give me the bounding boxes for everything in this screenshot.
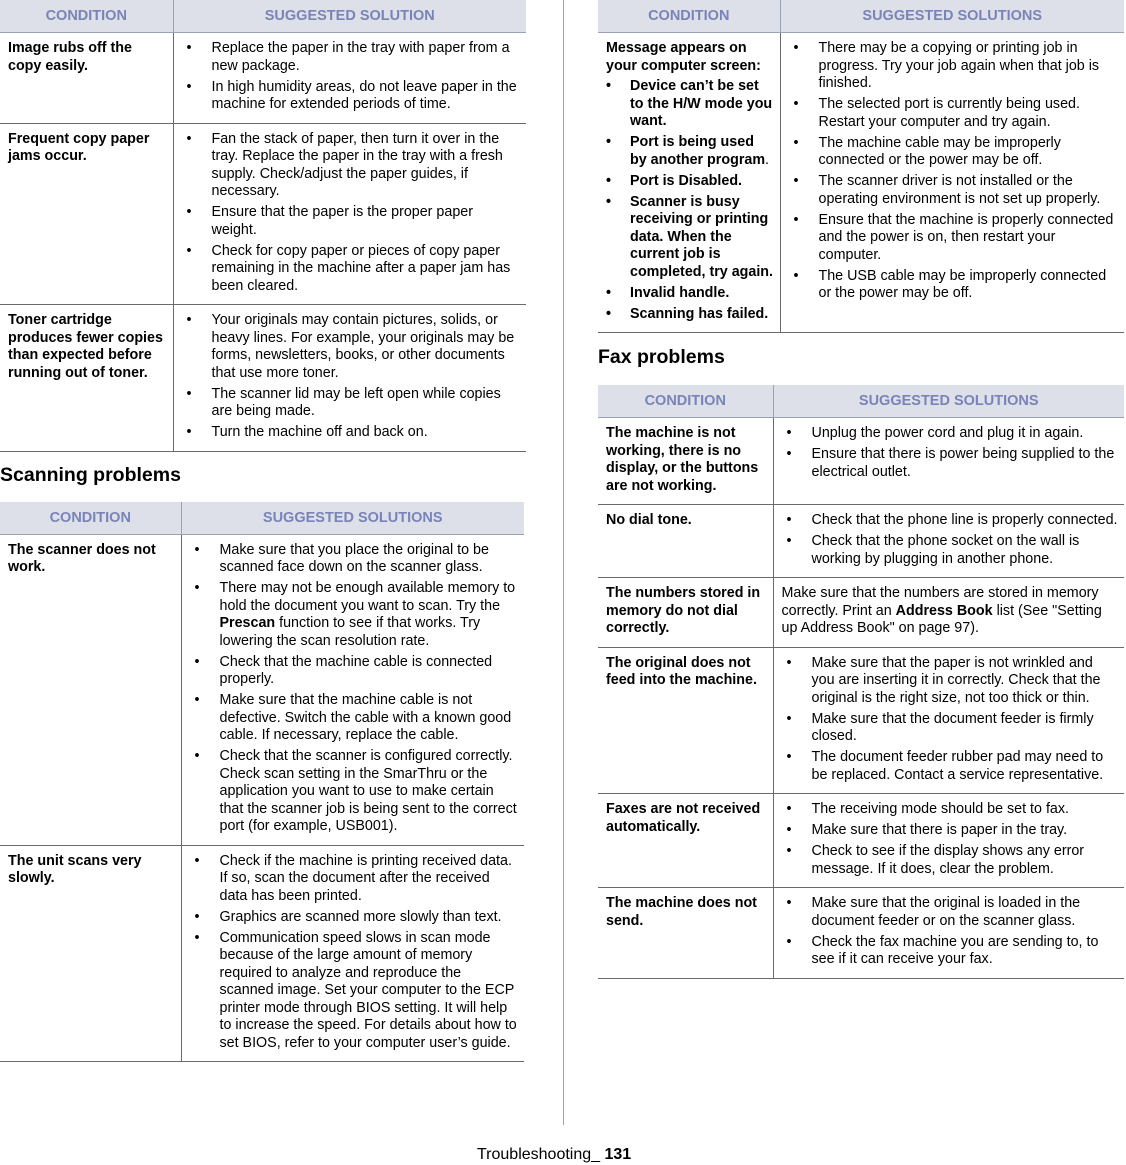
solution-item: • Ensure that the paper is the proper paper weight. (182, 204, 521, 239)
solution-item: • Check to see if the display shows any error message. If it does, clear the problem. (782, 843, 1119, 878)
solution-cell (773, 418, 1124, 505)
solution-item: • The receiving mode should be set to fax. (782, 801, 1119, 819)
solution-cell (773, 888, 1124, 979)
solution-item: • Communication speed slows in scan mode because of the large amount of memory required to analyze and reproduce the scanned image. Set your computer to the ECP printer mode through BIOS setting. It will help to increase the speed. For details about how to set BIOS, refer to your computer user’s guide. (190, 930, 519, 1053)
fax-problems-table (598, 385, 1124, 979)
solution-item: • Make sure that the document feeder is firmly closed. (782, 711, 1119, 746)
prescan-term: Prescan (219, 615, 276, 631)
solution-cell (773, 794, 1124, 888)
header-solution: SUGGESTED SOLUTIONS (780, 0, 1124, 33)
left-column (0, 0, 526, 1062)
page-number: 131 (604, 1146, 632, 1163)
table-header (598, 0, 1124, 33)
table-row (0, 33, 526, 124)
condition-cell: The machine does not send. (598, 888, 773, 979)
table-header (598, 385, 1124, 418)
scanner-message-table (598, 0, 1124, 333)
solution-item: • Check if the machine is printing received data. If so, scan the document after the received data has been printed. (190, 853, 519, 906)
header-condition: CONDITION (0, 502, 181, 535)
solution-item: • Check the fax machine you are sending to, to see if it can receive your fax. (782, 934, 1119, 969)
message-item (606, 134, 774, 169)
condition-cell: Toner cartridge produces fewer copies than expected before running out of toner. (0, 305, 173, 452)
solution-item (190, 580, 519, 650)
solution-item: • The USB cable may be improperly connected or the power may be off. (789, 268, 1119, 303)
solution-item: • Check that the phone socket on the wall is working by plugging in another phone. (782, 533, 1119, 568)
condition-cell: The scanner does not work. (0, 534, 181, 845)
solution-cell (773, 647, 1124, 794)
message-item: • Scanner is busy receiving or printing data. When the current job is completed, try again. (606, 194, 774, 282)
solution-cell (773, 505, 1124, 578)
table-row (598, 647, 1124, 794)
solution-item: • Make sure that you place the original to be scanned face down on the scanner glass. (190, 542, 519, 577)
solution-item: • Make sure that the machine cable is not defective. Switch the cable with a known good cable. If necessary, replace the cable. (190, 692, 519, 745)
condition-cell: The numbers stored in memory do not dial correctly. (598, 578, 773, 648)
header-solution: SUGGESTED SOLUTIONS (181, 502, 524, 535)
condition-cell (598, 33, 780, 333)
address-book-term: Address Book (895, 602, 993, 619)
condition-cell: Image rubs off the copy easily. (0, 33, 173, 124)
solution-item: • The scanner driver is not installed or the operating environment is not set up properly. (789, 173, 1119, 208)
solution-item: • Check that the machine cable is connected properly. (190, 654, 519, 689)
condition-cell: No dial tone. (598, 505, 773, 578)
solution-item: • In high humidity areas, do not leave paper in the machine for extended periods of time. (182, 79, 521, 114)
table-row (0, 305, 526, 452)
solution-item: • Check that the scanner is configured correctly. Check scan setting in the SmarThru or the application you want to use to make certain that the scanner job is being sent to the correct port (for example, USB001). (190, 748, 519, 836)
message-item: • Port is Disabled. (606, 173, 774, 191)
message-text: Port is being used by another program (630, 134, 766, 168)
column-divider (563, 0, 564, 1125)
solution-item: • Make sure that the original is loaded in the document feeder or on the scanner glass. (782, 895, 1119, 930)
footer-section: Troubleshooting_ (477, 1146, 601, 1163)
condition-cell: Faxes are not received automatically. (598, 794, 773, 888)
message-period: . (765, 151, 770, 168)
solution-item: • Unplug the power cord and plug it in again. (782, 425, 1119, 443)
message-item: • Scanning has failed. (606, 306, 774, 324)
solution-text: function to see if that works. Try lowering the scan resolution rate. (219, 615, 481, 649)
header-condition: CONDITION (598, 0, 780, 33)
table-row (598, 33, 1124, 333)
solution-item: • The document feeder rubber pad may need to be replaced. Contact a service representative. (782, 749, 1119, 784)
table-header (0, 0, 526, 33)
right-column (598, 0, 1124, 979)
table-row (0, 123, 526, 305)
solution-cell (181, 534, 524, 845)
solution-item: • Your originals may contain pictures, solids, or heavy lines. For example, your originals may be forms, newsletters, books, or other documents that use more toner. (182, 312, 521, 382)
table-row (598, 794, 1124, 888)
table-header (0, 502, 524, 535)
table-row (598, 888, 1124, 979)
solution-item: • Make sure that the paper is not wrinkled and you are inserting it in correctly. Check that the original is the right size, not too thick or thin. (782, 655, 1119, 708)
condition-cell: Frequent copy paper jams occur. (0, 123, 173, 305)
solution-cell (173, 305, 526, 452)
solution-text: list (See "Setting up Address Book" on page 97). (781, 602, 1102, 636)
header-solution: SUGGESTED SOLUTION (173, 0, 526, 33)
table-row (598, 418, 1124, 505)
solution-cell (173, 123, 526, 305)
table-row (598, 505, 1124, 578)
solution-item: • Graphics are scanned more slowly than text. (190, 909, 519, 927)
scanning-problems-heading: Scanning problems (0, 463, 181, 486)
message-item: • Invalid handle. (606, 285, 774, 303)
solution-item: • The machine cable may be improperly connected or the power may be off. (789, 135, 1119, 170)
table-row (598, 578, 1124, 648)
header-condition: CONDITION (0, 0, 173, 33)
solution-item: • Turn the machine off and back on. (182, 424, 521, 442)
message-item: • Device can’t be set to the H/W mode you want. (606, 78, 774, 131)
solution-item: • The selected port is currently being used. Restart your computer and try again. (789, 96, 1119, 131)
solution-item: • Make sure that there is paper in the tray. (782, 822, 1119, 840)
solution-item: • The scanner lid may be left open while copies are being made. (182, 386, 521, 421)
page-footer (477, 1146, 631, 1164)
condition-cell: The machine is not working, there is no display, or the buttons are not working. (598, 418, 773, 505)
solution-item: • Ensure that there is power being supplied to the electrical outlet. (782, 446, 1119, 481)
condition-intro: Message appears on your computer screen: (606, 40, 761, 74)
fax-problems-heading: Fax problems (598, 346, 725, 368)
solution-text: Make sure that the numbers are stored in memory correctly. Print an (781, 585, 1099, 619)
scanning-problems-table (0, 502, 524, 1063)
condition-cell: The unit scans very slowly. (0, 845, 181, 1062)
solution-cell (780, 33, 1124, 333)
solution-item: • Ensure that the machine is properly connected and the power is on, then restart your computer. (789, 212, 1119, 265)
solution-item: • Replace the paper in the tray with paper from a new package. (182, 40, 521, 75)
solution-cell (173, 33, 526, 124)
solution-item: • There may be a copying or printing job in progress. Try your job again when that job is finished. (789, 40, 1119, 93)
solution-cell (773, 578, 1124, 648)
solution-text: There may not be enough available memory to hold the document you want to scan. Try the (219, 580, 516, 614)
solution-item: • Check that the phone line is properly connected. (782, 512, 1119, 530)
table-row (0, 845, 524, 1062)
solution-item: • Fan the stack of paper, then turn it over in the tray. Replace the paper in the tray with a fresh supply. Check/adjust the paper guides, if necessary. (182, 131, 521, 201)
condition-cell: The original does not feed into the machine. (598, 647, 773, 794)
solution-item: • Check for copy paper or pieces of copy paper remaining in the machine after a paper jam has been cleared. (182, 243, 521, 296)
table-row (0, 534, 524, 845)
copy-problems-table (0, 0, 526, 452)
header-condition: CONDITION (598, 385, 773, 418)
solution-cell (181, 845, 524, 1062)
header-solution: SUGGESTED SOLUTIONS (773, 385, 1124, 418)
